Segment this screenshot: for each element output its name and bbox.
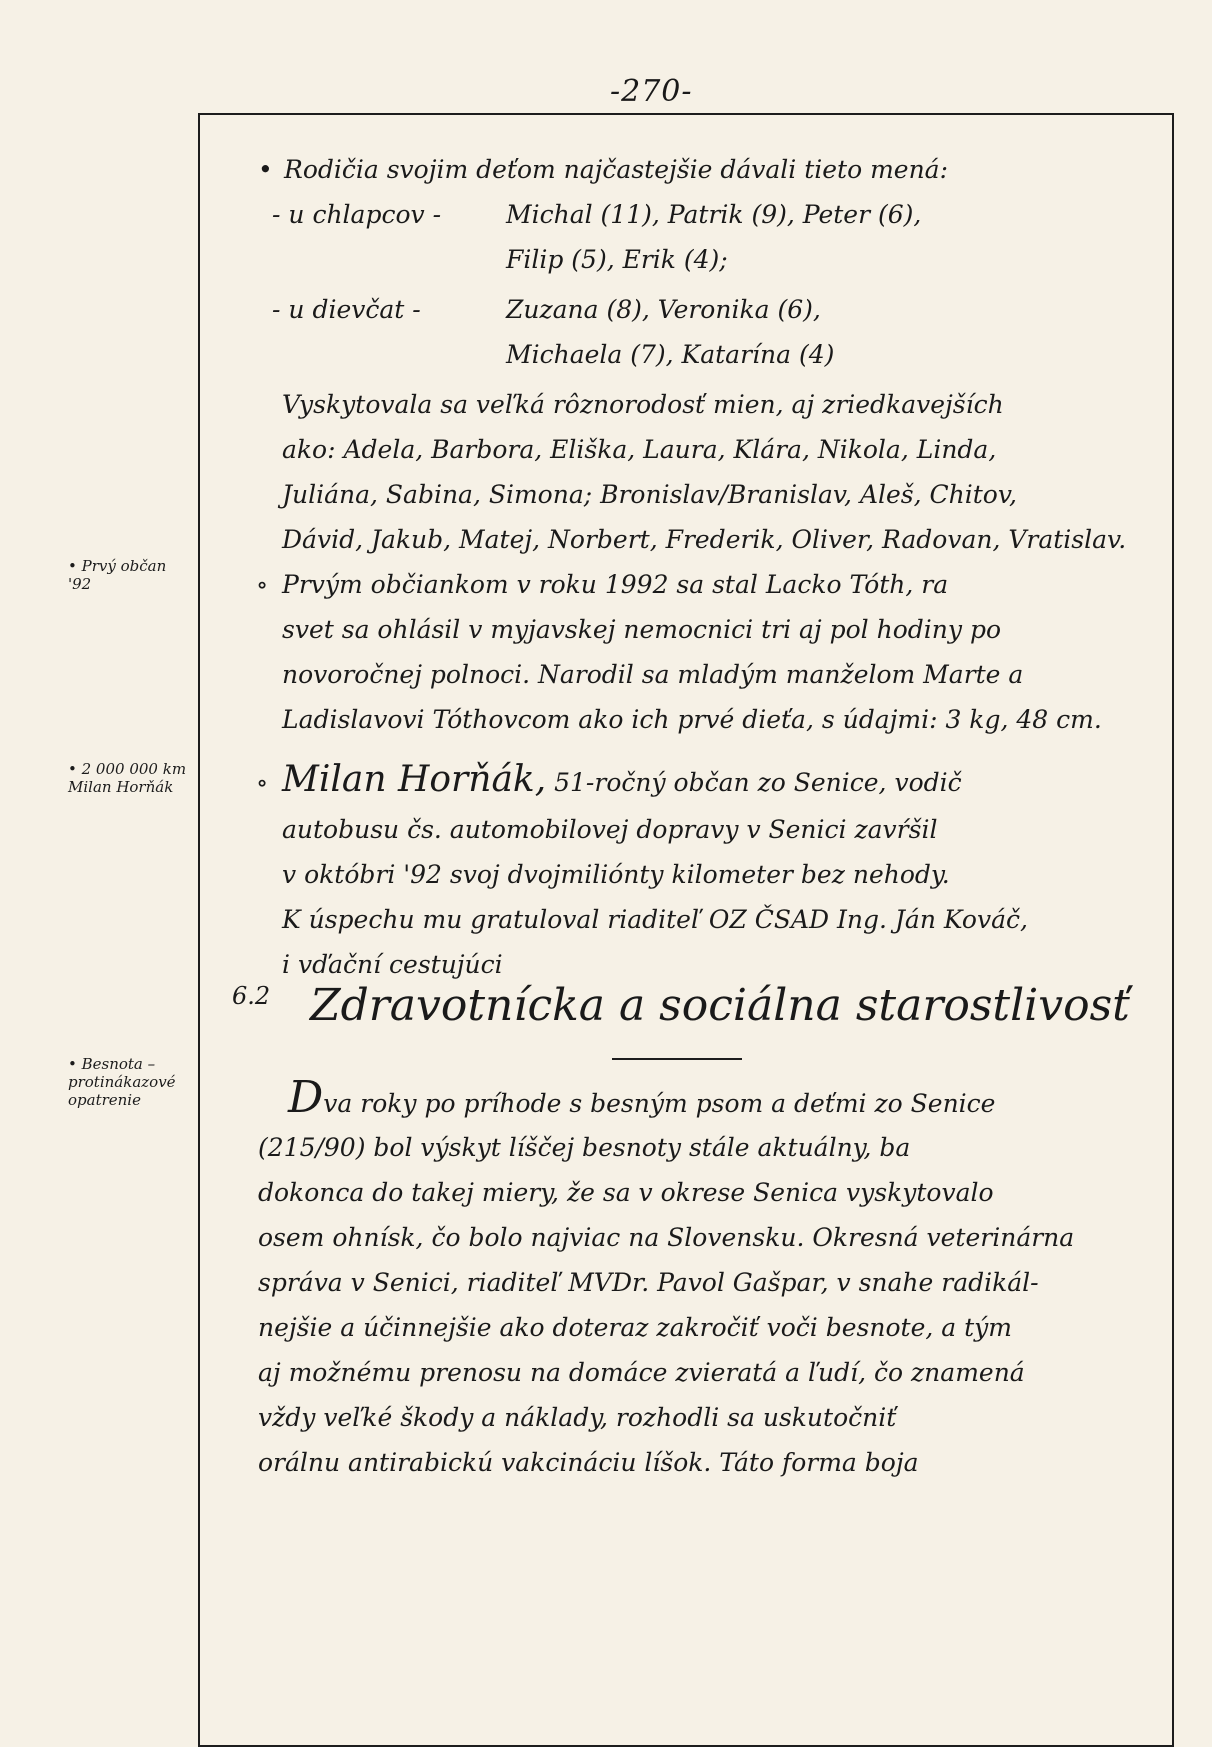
- rabies-line-1: Dva roky po príhode s besným psom a deťmi zo Senice: [288, 1072, 996, 1123]
- first-citizen-line-4: Ladislavovi Tóthovcom ako ich prvé dieťa, s údajmi: 3 kg, 48 cm.: [282, 705, 1102, 734]
- rabies-line-9: orálnu antirabickú vakcináciu líšok. Táto forma boja: [258, 1448, 919, 1477]
- rabies-line-8: vždy veľké škody a náklady, rozhodli sa uskutočniť: [258, 1403, 897, 1432]
- rabies-line-5: správa v Senici, riaditeľ MVDr. Pavol Gašpar, v snahe radikál-: [258, 1268, 1039, 1297]
- driver-line-4: K úspechu mu gratuloval riaditeľ OZ ČSAD Ing. Ján Kováč,: [282, 905, 1028, 934]
- first-citizen-line-3: novoročnej polnoci. Narodil sa mladým manželom Marte a: [282, 660, 1024, 689]
- boys-names-2: Filip (5), Erik (4);: [506, 245, 728, 274]
- variety-line-2: ako: Adela, Barbora, Eliška, Laura, Klára, Nikola, Linda,: [282, 435, 997, 464]
- girls-names-2: Michaela (7), Katarína (4): [506, 340, 835, 369]
- boys-label: - u chlapcov -: [272, 200, 442, 229]
- rabies-line-6: nejšie a účinnejšie ako doteraz zakročiť voči besnote, a tým: [258, 1313, 1012, 1342]
- section-title-underline: [612, 1058, 742, 1060]
- circle-bullet-icon: ∘: [256, 768, 269, 797]
- boys-names-1: Michal (11), Patrik (9), Peter (6),: [506, 200, 922, 229]
- rabies-line-3: dokonca do takej miery, že sa v okrese Senica vyskytovalo: [258, 1178, 994, 1207]
- rabies-line-2: (215/90) bol výskyt líščej besnoty stále aktuálny, ba: [258, 1133, 911, 1162]
- circle-bullet-icon: ∘: [256, 570, 269, 599]
- first-citizen-line-1: ∘ Prvým občiankom v roku 1992 sa stal Lacko Tóth, ra: [256, 565, 948, 604]
- variety-line-4: Dávid, Jakub, Matej, Norbert, Frederik, Oliver, Radovan, Vratislav.: [282, 525, 1127, 554]
- variety-line-3: Juliána, Sabina, Simona; Bronislav/Branislav, Aleš, Chitov,: [282, 480, 1017, 509]
- margin-note-first-citizen: • Prvý občan '92: [68, 557, 167, 593]
- rabies-line-4: osem ohnísk, čo bolo najviac na Slovensku. Okresná veterinárna: [258, 1223, 1075, 1252]
- first-citizen-line-2: svet sa ohlásil v myjavskej nemocnici tri aj pol hodiny po: [282, 615, 1002, 644]
- girls-names-1: Zuzana (8), Veronika (6),: [506, 295, 821, 324]
- girls-label: - u dievčat -: [272, 295, 421, 324]
- section-title: Zdravotnícka a sociálna starostlivosť: [310, 980, 1130, 1031]
- driver-line-5: i vďační cestujúci: [282, 950, 503, 979]
- driver-line-2: autobusu čs. automobilovej dopravy v Senici zavŕšil: [282, 815, 938, 844]
- page-number: -270-: [610, 74, 693, 109]
- margin-note-driver: • 2 000 000 km Milan Horňák: [68, 760, 187, 796]
- section-number: 6.2: [232, 982, 271, 1010]
- variety-line-1: Vyskytovala sa veľká rôznorodosť mien, aj zriedkavejších: [282, 390, 1004, 419]
- names-intro: • Rodičia svojim deťom najčastejšie dávali tieto mená:: [258, 150, 948, 189]
- bullet-icon: •: [258, 155, 273, 184]
- driver-line-1: ∘ Milan Horňák, 51-ročný občan zo Senice, vodič: [256, 759, 962, 800]
- driver-line-3: v októbri '92 svoj dvojmiliónty kilometer bez nehody.: [282, 860, 950, 889]
- margin-note-rabies: • Besnota – protinákazové opatrenie: [68, 1055, 176, 1109]
- rabies-line-7: aj možnému prenosu na domáce zvieratá a ľudí, čo znamená: [258, 1358, 1025, 1387]
